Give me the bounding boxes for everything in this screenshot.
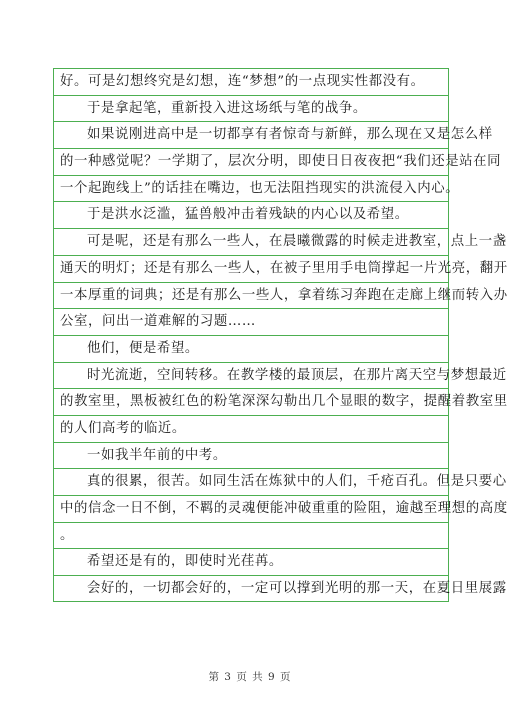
text-line: 会好的，一切都会好的，一定可以撑到光明的那一天，在夏日里展露	[54, 575, 448, 602]
text-line: 。	[54, 522, 448, 549]
text-line: 可是呢，还是有那么一些人，在晨曦微露的时候走进教室，点上一盏	[54, 228, 448, 255]
text-line: 一本厚重的词典；还是有那么一些人，拿着练习奔跑在走廊上继而转入办	[54, 282, 448, 309]
text-line: 他们，便是希望。	[54, 335, 448, 362]
page-number-footer: 第 3 页 共 9 页	[208, 671, 292, 683]
text-line: 如果说刚进高中是一切都享有者惊奇与新鲜，那么现在又是怎么样	[54, 121, 448, 148]
text-line: 一个起跑线上”的话挂在嘴边，也无法阻挡现实的洪流侵入内心。	[54, 175, 448, 202]
text-line: 时光流逝，空间转移。在教学楼的最顶层，在那片离天空与梦想最近	[54, 362, 448, 389]
text-line: 于是洪水泛滥，猛兽般冲击着残缺的内心以及希望。	[54, 201, 448, 228]
text-line: 的一种感觉呢？一学期了，层次分明，即使日日夜夜把“我们还是站在同	[54, 148, 448, 175]
text-line: 一如我半年前的中考。	[54, 442, 448, 469]
text-line: 真的很累，很苦。如同生活在炼狱中的人们，千疮百孔。但是只要心	[54, 468, 448, 495]
text-line: 的人们高考的临近。	[54, 415, 448, 442]
text-line: 好。可是幻想终究是幻想，连“梦想”的一点现实性都没有。	[54, 68, 448, 95]
text-line: 中的信念一日不倒，不羁的灵魂便能冲破重重的险阻，逾越至理想的高度	[54, 495, 448, 522]
text-line: 通天的明灯；还是有那么一些人，在被子里用手电筒撑起一片光亮，翻开	[54, 255, 448, 282]
text-line: 的教室里，黑板被红色的粉笔深深勾勒出几个显眼的数字，提醒着教室里	[54, 388, 448, 415]
text-line: 于是拿起笔，重新投入进这场纸与笔的战争。	[54, 95, 448, 122]
ruled-text-page	[53, 68, 508, 602]
text-line: 公室，问出一道难解的习题……	[54, 308, 448, 335]
text-line: 希望还是有的，即使时光荏苒。	[54, 548, 448, 575]
